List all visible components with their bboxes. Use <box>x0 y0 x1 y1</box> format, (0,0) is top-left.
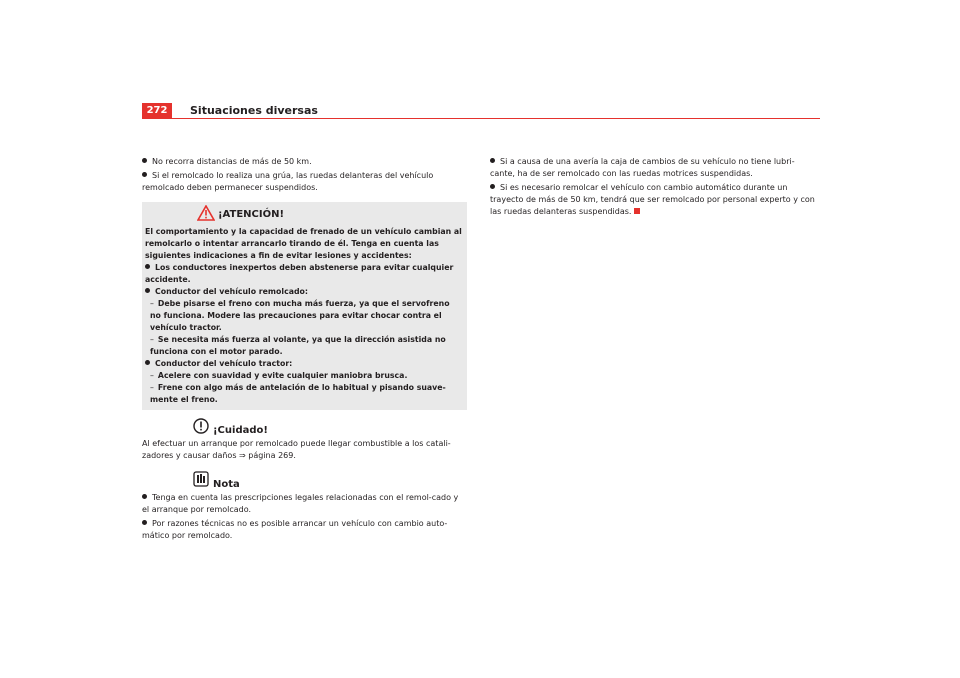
note-body <box>142 492 467 544</box>
list-item: Conductor del vehículo remolcado: <box>145 286 463 298</box>
caution-title: ¡Cuidado! <box>213 425 268 436</box>
bullet-icon <box>142 158 147 163</box>
note-title: Nota <box>213 479 240 490</box>
list-item: – Debe pisarse el freno con mucha más fuerza, ya que el servofreno no funciona. Modere las precauciones para evitar chocar contra el vehículo tractor. <box>150 299 450 332</box>
caution-body <box>142 438 467 462</box>
bullet-icon <box>142 494 147 499</box>
warning-title: ¡ATENCIÓN! <box>218 209 285 220</box>
bullet-icon <box>142 520 147 525</box>
list-item: Conductor del vehículo tractor: <box>145 358 463 370</box>
warning-triangle-icon <box>197 205 215 225</box>
note-hand-icon <box>193 471 209 491</box>
list-item: Si a causa de una avería la caja de cambios de su vehículo no tiene lubri-cante, ha de ser remolcado con las ruedas motrices suspendidas. <box>490 157 795 178</box>
list-item: Tenga en cuenta las prescripciones legales relacionadas con el remol-cado y el arranque por remolcado. <box>142 493 459 514</box>
page-number: 272 <box>142 103 172 118</box>
caution-text: Al efectuar un arranque por remolcado puede llegar combustible a los catali-zadores y causar daños ⇒ página 269. <box>142 439 451 460</box>
bullet-icon <box>145 264 150 269</box>
bullet-icon <box>145 288 150 293</box>
end-of-section-icon <box>634 208 640 214</box>
right-bullets <box>490 156 815 220</box>
list-item: Si es necesario remolcar el vehículo con cambio automático durante un trayecto de más de 50 km, tendrá que ser remolcado por personal experto y con las ruedas delanteras suspendidas. <box>490 183 815 216</box>
bullet-icon <box>490 184 495 189</box>
bullet-icon <box>142 172 147 177</box>
list-item: Si el remolcado lo realiza una grúa, las ruedas delanteras del vehículo remolcado deben permanecer suspendidos. <box>142 171 434 192</box>
list-item: – Acelere con suavidad y evite cualquier maniobra brusca. <box>150 371 408 380</box>
exclamation-circle-icon <box>193 418 209 438</box>
list-item: Por razones técnicas no es posible arrancar un vehículo con cambio auto-mático por remolcado. <box>142 519 448 540</box>
header-rule <box>142 118 820 119</box>
list-item: Los conductores inexpertos deben abstenerse para evitar cualquier accidente. <box>145 263 454 284</box>
section-title: Situaciones diversas <box>190 104 318 117</box>
warning-intro: El comportamiento y la capacidad de frenado de un vehículo cambian al remolcarlo o intentar arrancarlo tirando de él. Tenga en cuenta las siguientes indicaciones a fin de evitar lesiones y accidentes: <box>145 227 462 260</box>
list-item: No recorra distancias de más de 50 km. <box>142 156 467 168</box>
list-item: – Se necesita más fuerza al volante, ya que la dirección asistida no funciona con el motor parado. <box>150 335 446 356</box>
bullet-icon <box>490 158 495 163</box>
list-item: – Frene con algo más de antelación de lo habitual y pisando suave-mente el freno. <box>150 383 446 404</box>
left-bullets <box>142 156 467 196</box>
bullet-icon <box>145 360 150 365</box>
warning-body <box>145 226 463 406</box>
